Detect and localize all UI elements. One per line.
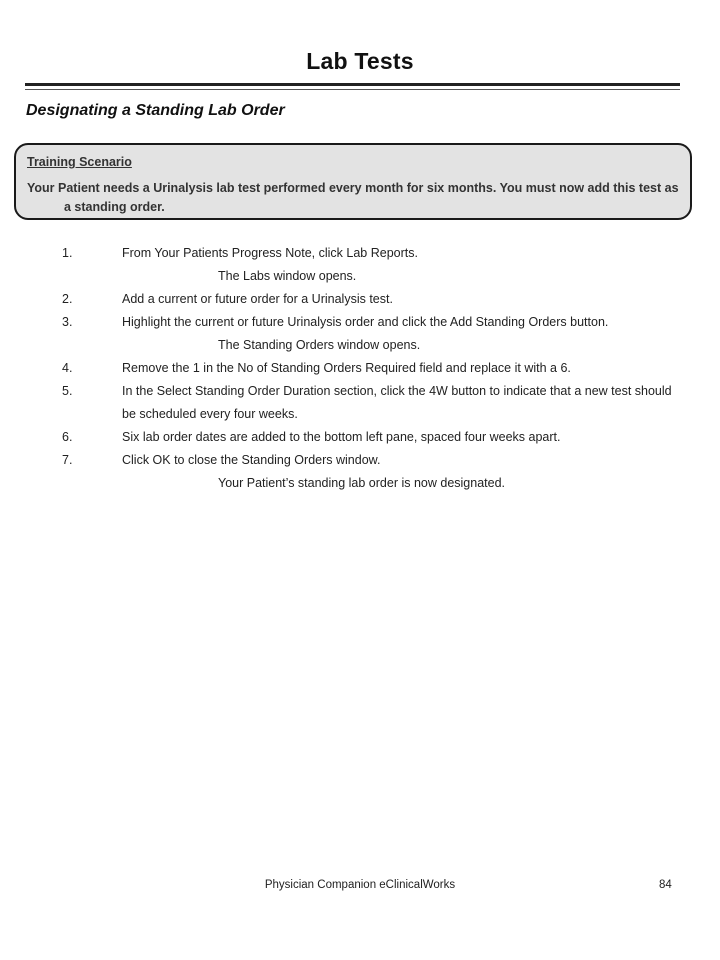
title-divider-thick [25,83,680,86]
step-number: 6. [62,430,73,444]
training-scenario-box [14,143,692,220]
page-title: Lab Tests [306,48,414,74]
step-text: Remove the 1 in the No of Standing Orders Required field and replace it with a 6. [122,361,571,375]
step-item [0,288,680,311]
step-item [0,449,680,472]
section-heading: Designating a Standing Lab Order [26,102,285,119]
scenario-text: Your Patient needs a Urinalysis lab test performed every month for six months. You must now add this test as a standing order. [27,181,679,214]
step-item [0,426,680,449]
step-number: 2. [62,292,73,306]
step-number: 7. [62,453,73,467]
step-text: In the Select Standing Order Duration section, click the 4W button to indicate that a new test should be scheduled every four weeks. [122,384,672,421]
step-number: 1. [62,246,73,260]
step-result: Your Patient’s standing lab order is now designated. [218,476,505,490]
step-text: Highlight the current or future Urinalysis order and click the Add Standing Orders button. [122,315,609,329]
step-text: Six lab order dates are added to the bottom left pane, spaced four weeks apart. [122,430,561,444]
scenario-label: Training Scenario [27,155,132,169]
step-number: 3. [62,315,73,329]
step-item [0,242,680,265]
step-result: The Labs window opens. [218,269,357,283]
step-number: 4. [62,361,73,375]
footer-text: Physician Companion eClinicalWorks [264,879,456,891]
step-item [0,380,680,426]
step-text: Add a current or future order for a Urinalysis test. [122,292,393,306]
step-number: 5. [62,384,73,398]
step-result: The Standing Orders window opens. [218,338,421,352]
step-text: From Your Patients Progress Note, click Lab Reports. [122,246,418,260]
step-item [0,311,680,334]
steps-list [0,242,720,495]
page-number: 84 [659,879,672,891]
step-item [0,357,680,380]
step-text: Click OK to close the Standing Orders window. [122,453,381,467]
title-divider-thin [25,89,680,90]
